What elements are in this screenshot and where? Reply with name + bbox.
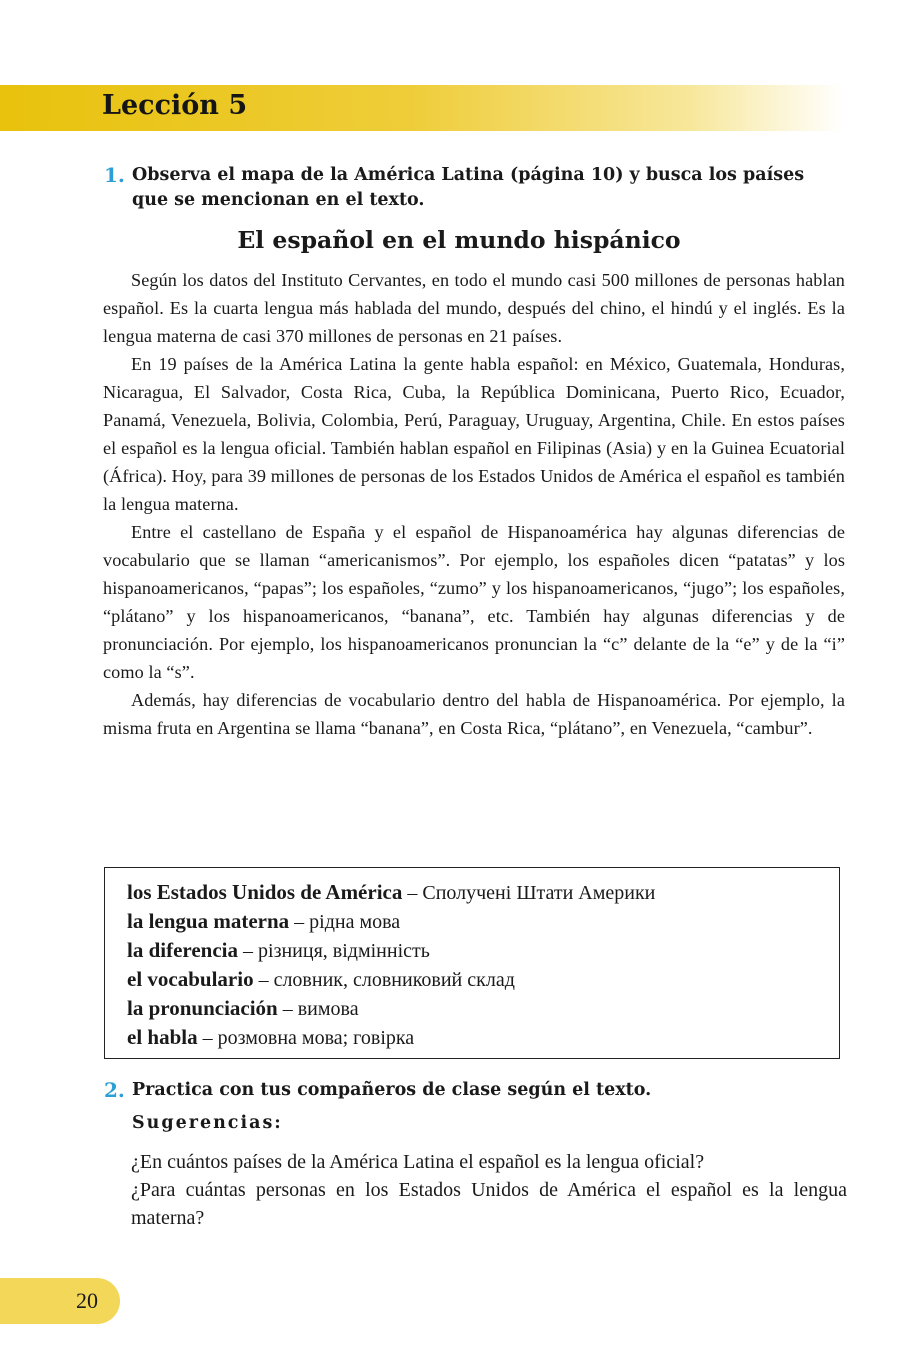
- vocabulary-entry: [127, 878, 817, 907]
- vocabulary-translation: – розмовна мова; говірка: [197, 1027, 415, 1049]
- vocabulary-term: la diferencia: [127, 938, 239, 962]
- vocabulary-term: los Estados Unidos de América: [127, 880, 403, 904]
- page-number-tab: [0, 1278, 120, 1324]
- article-paragraph: Entre el castellano de España y el español de Hispanoamérica hay algunas diferencias de vocabulario que se llaman “americanismos”. Por ejemplo, los españoles dicen “patatas” y los hispanoamericanos, “papas”; los españoles, “zumo” y los hispanoamericanos, “jugo”; los españoles, “plátano” y los hispanoamericanos, “banana”, etc. También hay algunas diferencias y de pronunciación. Por ejemplo, los hispanoamericanos pronuncian la “c” delante de la “e” y de la “i” como la “s”.: [103, 522, 845, 682]
- suggestions-label: Sugerencias:: [132, 1113, 283, 1133]
- vocabulary-entry: [127, 936, 817, 965]
- task-1-instruction: Observa el mapa de la América Latina (página 10) y busca los países que se mencionan en el texto.: [132, 165, 805, 210]
- vocabulary-translation: – словник, словниковий склад: [253, 969, 515, 991]
- task-2-instruction: Practica con tus compañeros de clase según el texto.: [132, 1080, 652, 1100]
- task-1: [104, 163, 845, 213]
- vocabulary-term: el vocabulario: [127, 967, 254, 991]
- vocabulary-entry: [127, 907, 817, 936]
- page-number: 20: [76, 1288, 98, 1313]
- vocabulary-translation: – вимова: [277, 998, 359, 1020]
- vocabulary-box: [104, 867, 840, 1059]
- vocabulary-entry: [127, 994, 817, 1023]
- lesson-title: Lección 5: [102, 90, 248, 121]
- suggestion-question: ¿En cuántos países de la América Latina el español es la lengua oficial?: [131, 1151, 705, 1173]
- vocabulary-translation: – різниця, відмінність: [238, 940, 430, 962]
- task-1-number: 1.: [104, 163, 125, 187]
- vocabulary-entry: [127, 1023, 817, 1052]
- article-paragraph: Además, hay diferencias de vocabulario dentro del habla de Hispanoamérica. Por ejemplo, la misma fruta en Argentina se llama “banana”, en Costa Rica, “plátano”, en Venezuela, “cambur”.: [103, 690, 845, 738]
- vocabulary-entry: [127, 965, 817, 994]
- task-2: [104, 1078, 845, 1103]
- vocabulary-translation: – рідна мова: [289, 911, 401, 933]
- article-paragraph: En 19 países de la América Latina la gente habla español: en México, Guatemala, Honduras, Nicaragua, El Salvador, Costa Rica, Cuba, la República Dominicana, Puerto Rico, Ecuador, Panamá, Venezuela, Bolivia, Colombia, Perú, Paraguay, Uruguay, Argentina, Chile. En estos países el español es la lengua oficial. También hablan español en Filipinas (Asia) y en la Guinea Ecuatorial (África). Hoy, para 39 millones de personas de los Estados Unidos de América el español es también la lengua materna.: [103, 354, 845, 514]
- task-2-number: 2.: [104, 1078, 125, 1102]
- vocabulary-term: la pronunciación: [127, 996, 278, 1020]
- article-title: El español en el mundo hispánico: [237, 226, 681, 254]
- vocabulary-term: el habla: [127, 1025, 198, 1049]
- vocabulary-term: la lengua materna: [127, 909, 290, 933]
- article-paragraph: Según los datos del Instituto Cervantes, en todo el mundo casi 500 millones de personas hablan español. Es la cuarta lengua más hablada del mundo, después del chino, el hindú y el inglés. Es la lengua materna de casi 370 millones de personas en 21 países.: [103, 270, 845, 346]
- suggestion-questions: [131, 1148, 847, 1232]
- article-body: [103, 266, 845, 742]
- suggestion-question: ¿Para cuántas personas en los Estados Unidos de América el español es la lengua materna?: [131, 1179, 847, 1229]
- vocabulary-translation: – Сполучені Штати Америки: [402, 882, 656, 904]
